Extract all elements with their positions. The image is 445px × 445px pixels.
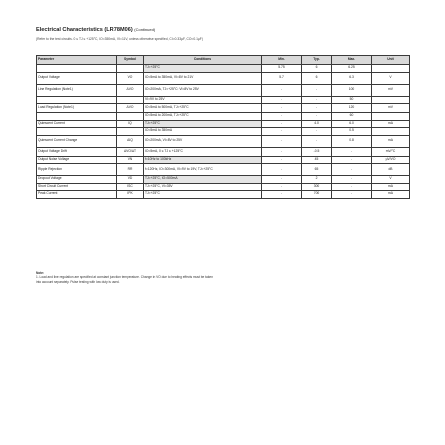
cell-symbol: ΔVO/ΔT: [117, 147, 144, 156]
cell-symbol: ΔIQ: [117, 135, 144, 147]
cell-unit: mV: [372, 84, 410, 96]
cell-parameter: [37, 65, 117, 73]
cell-parameter: Output Noise Voltage: [37, 156, 117, 164]
table-row: [37, 164, 410, 176]
cell-symbol: IQ: [117, 120, 144, 128]
cell-parameter: [37, 113, 117, 121]
cell-typ: 4.0: [302, 120, 332, 128]
table-row: [37, 191, 410, 199]
cell-unit: [372, 113, 410, 121]
notes-section: [36, 271, 406, 284]
cell-symbol: VO: [117, 72, 144, 84]
document-subtitle: (Refer to the test circuits. 0 ≤ TJ ≤ +125°C, IO=350mA, VI=11V, unless otherwise specified, CI=0.33µF, CO=0.1µF): [36, 37, 203, 41]
cell-min: -: [262, 147, 302, 156]
cell-min: -: [262, 128, 302, 136]
table-body: [37, 65, 410, 199]
cell-symbol: IPK: [117, 191, 144, 199]
cell-parameter: Quiescent Current: [37, 120, 117, 128]
table-row: [37, 84, 410, 96]
cell-parameter: Quiescent Current Change: [37, 135, 117, 147]
cell-conditions: IO=5mA to 350mA, VI=8V to 21V: [144, 72, 262, 84]
cell-parameter: Short Circuit Current: [37, 183, 117, 191]
table-row: [37, 156, 410, 164]
cell-parameter: Output Voltage Drift: [37, 147, 117, 156]
cell-unit: mA: [372, 135, 410, 147]
cell-max: -: [332, 164, 372, 176]
cell-conditions: IO=5mA to 200mA, TJ=+25°C: [144, 113, 262, 121]
cell-max: 0.5: [332, 128, 372, 136]
cell-max: 100: [332, 84, 372, 96]
cell-parameter: Line Regulation (Note1): [37, 84, 117, 96]
cell-unit: µV/VO: [372, 156, 410, 164]
cell-unit: dB: [372, 164, 410, 176]
cell-conditions: TJ=+25°C, IO=500mA: [144, 176, 262, 184]
table-row: [37, 120, 410, 128]
cell-typ: -: [302, 84, 332, 96]
table-row: [37, 113, 410, 121]
cell-conditions: TJ=+25°C: [144, 120, 262, 128]
header-conditions: Conditions: [144, 56, 262, 65]
cell-typ: -: [302, 96, 332, 104]
cell-unit: [372, 65, 410, 73]
cell-unit: [372, 96, 410, 104]
cell-unit: mA: [372, 183, 410, 191]
cell-min: -: [262, 84, 302, 96]
cell-max: 6.25: [332, 65, 372, 73]
cell-unit: mA: [372, 191, 410, 199]
cell-symbol: ΔVO: [117, 104, 144, 113]
cell-min: -: [262, 164, 302, 176]
cell-unit: mV: [372, 104, 410, 113]
cell-max: 120: [332, 104, 372, 113]
cell-max: 6.0: [332, 120, 372, 128]
cell-symbol: VN: [117, 156, 144, 164]
cell-max: -: [332, 191, 372, 199]
cell-max: -: [332, 147, 372, 156]
note-line-1: 1. Load and line regulation are specified at constant junction temperature. Change in VO due to heating effects must be taken: [36, 275, 213, 280]
cell-conditions: f=120Hz, IO=300mA, VI=9V to 19V, TJ=+25°C: [144, 164, 262, 176]
cell-parameter: Load Regulation (Note1): [37, 104, 117, 113]
table-row: [37, 147, 410, 156]
cell-conditions: IO=5mA, 0 ≤ TJ ≤ +125°C: [144, 147, 262, 156]
cell-unit: [372, 128, 410, 136]
cell-conditions: TJ=+25°C: [144, 65, 262, 73]
cell-conditions: VI=9V to 25V: [144, 96, 262, 104]
cell-symbol: VD: [117, 176, 144, 184]
cell-typ: 300: [302, 183, 332, 191]
cell-typ: -0.5: [302, 147, 332, 156]
cell-typ: -: [302, 104, 332, 113]
cell-symbol: ISC: [117, 183, 144, 191]
cell-symbol: RR: [117, 164, 144, 176]
cell-max: -: [332, 176, 372, 184]
cell-typ: 700: [302, 191, 332, 199]
header-min: Min.: [262, 56, 302, 65]
cell-min: -: [262, 135, 302, 147]
cell-min: -: [262, 191, 302, 199]
notes-heading: Note:: [36, 271, 45, 275]
cell-conditions: IO=5mA to 350mA: [144, 128, 262, 136]
cell-max: 6.3: [332, 72, 372, 84]
table-row: [37, 135, 410, 147]
cell-typ: 6: [302, 65, 332, 73]
title-text: Electrical Characteristics (LR78M06): [36, 27, 133, 33]
cell-conditions: f=10Hz to 100kHz: [144, 156, 262, 164]
table-row: [37, 65, 410, 73]
cell-conditions: IO=200mA, TJ=+25°C: VI=8V to 25V: [144, 84, 262, 96]
cell-min: -: [262, 113, 302, 121]
cell-max: 50: [332, 96, 372, 104]
cell-unit: mA: [372, 120, 410, 128]
cell-parameter: [37, 96, 117, 104]
cell-symbol: ΔVO: [117, 84, 144, 96]
cell-unit: V: [372, 72, 410, 84]
table-row: [37, 176, 410, 184]
cell-conditions: IO=5mA to 500mA, TJ=+25°C: [144, 104, 262, 113]
cell-parameter: Peak Current: [37, 191, 117, 199]
header-unit: Unit: [372, 56, 410, 65]
cell-unit: mV/°C: [372, 147, 410, 156]
table-row: [37, 128, 410, 136]
cell-max: -: [332, 183, 372, 191]
cell-symbol: [117, 96, 144, 104]
cell-parameter: [37, 128, 117, 136]
cell-max: 60: [332, 113, 372, 121]
cell-unit: V: [372, 176, 410, 184]
cell-min: -: [262, 156, 302, 164]
cell-min: 5.75: [262, 65, 302, 73]
cell-min: -: [262, 176, 302, 184]
electrical-characteristics-table: [36, 55, 410, 199]
cell-max: -: [332, 156, 372, 164]
cell-max: 0.8: [332, 135, 372, 147]
cell-conditions: TJ=+25°C: [144, 191, 262, 199]
cell-conditions: TJ=+25°C, VI=35V: [144, 183, 262, 191]
cell-min: -: [262, 183, 302, 191]
header-parameter: Parameter: [37, 56, 117, 65]
cell-symbol: [117, 113, 144, 121]
cell-min: -: [262, 104, 302, 113]
cell-typ: 6: [302, 72, 332, 84]
cell-symbol: [117, 65, 144, 73]
table-header-row: [37, 56, 410, 65]
cell-parameter: Output Voltage: [37, 72, 117, 84]
table-row: [37, 72, 410, 84]
cell-min: 5.7: [262, 72, 302, 84]
cell-parameter: Dropout Voltage: [37, 176, 117, 184]
header-max: Max.: [332, 56, 372, 65]
cell-min: -: [262, 96, 302, 104]
table-row: [37, 104, 410, 113]
cell-parameter: Ripple Rejection: [37, 164, 117, 176]
cell-symbol: [117, 128, 144, 136]
document-title: [36, 27, 155, 33]
cell-typ: 2: [302, 176, 332, 184]
cell-min: -: [262, 120, 302, 128]
note-line-2: into account separately. Pulse testing with low duty is used.: [36, 279, 120, 284]
cell-typ: -: [302, 128, 332, 136]
cell-typ: -: [302, 113, 332, 121]
table-row: [37, 96, 410, 104]
header-typ: Typ.: [302, 56, 332, 65]
cell-conditions: IO=200mA, VI=8V to 25V: [144, 135, 262, 147]
cell-typ: -: [302, 135, 332, 147]
table-row: [37, 183, 410, 191]
cell-typ: 45: [302, 156, 332, 164]
title-suffix: (Continued): [134, 27, 156, 32]
header-symbol: Symbol: [117, 56, 144, 65]
cell-typ: 65: [302, 164, 332, 176]
